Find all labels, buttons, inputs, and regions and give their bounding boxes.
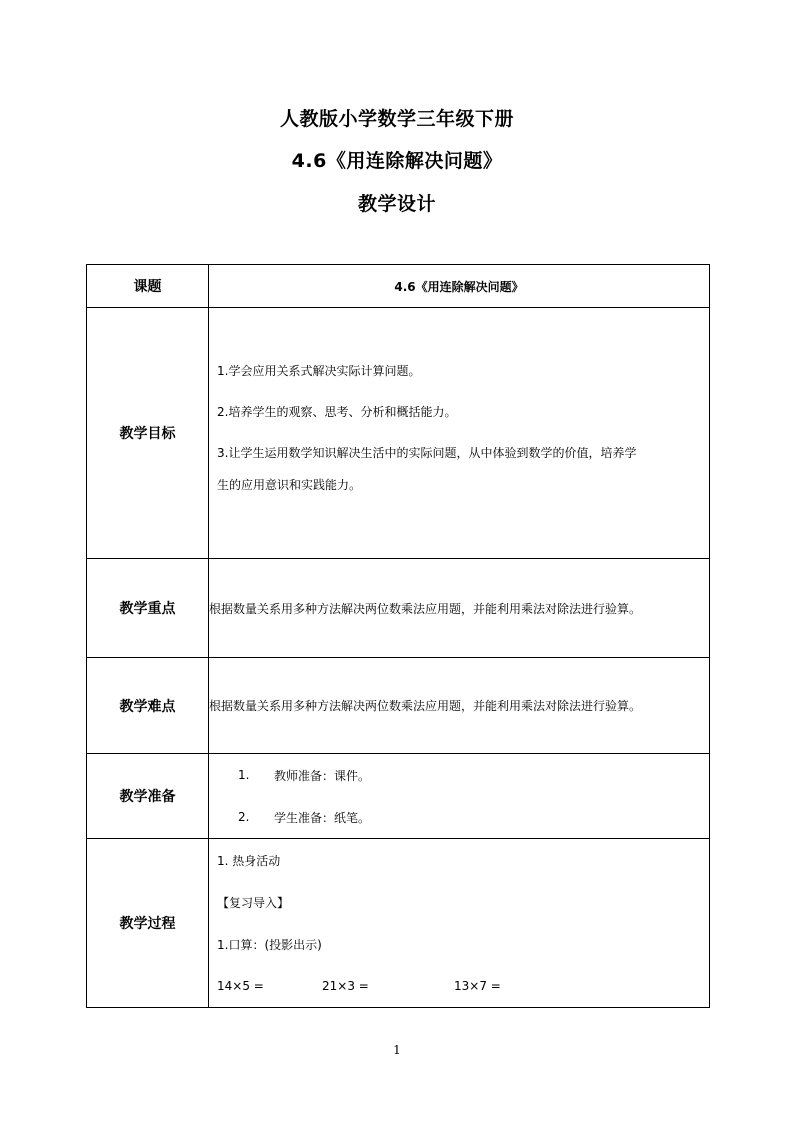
list-text: 教师准备：课件。 xyxy=(274,768,371,783)
calc-item: 21×3 = xyxy=(322,979,369,993)
key-points-value: 根据数量关系用多种方法解决两位数乘法应用题，并能利用乘法对除法进行验算。 xyxy=(209,559,710,658)
list-number: 1. xyxy=(238,768,250,782)
oral-calc-instruction: 1.口算：(投影出示) xyxy=(217,937,322,952)
table-row-key-points xyxy=(87,559,710,658)
preparation-label: 教学准备 xyxy=(87,754,209,839)
difficulties-label: 教学难点 xyxy=(87,658,209,754)
objective-item: 3.让学生运用数学知识解决生活中的实际问题，从中体验到数学的价值，培养学 xyxy=(217,445,637,460)
list-item xyxy=(209,796,709,838)
table-row-preparation xyxy=(87,754,710,839)
objective-item-continued: 生的应用意识和实践能力。 xyxy=(217,477,362,492)
table-row-difficulties xyxy=(87,658,710,754)
calc-item: 13×7 = xyxy=(454,979,501,993)
table-row-process xyxy=(87,839,710,1008)
key-points-label: 教学重点 xyxy=(87,559,209,658)
document-subtitle: 教学设计 xyxy=(357,193,436,215)
calc-item: 14×5 = xyxy=(217,979,264,993)
list-item xyxy=(209,754,709,796)
lesson-title: 4.6《用连除解决问题》 xyxy=(291,150,503,172)
topic-value: 4.6《用连除解决问题》 xyxy=(209,265,710,308)
objectives-label: 教学目标 xyxy=(87,308,209,559)
process-label: 教学过程 xyxy=(87,839,209,1008)
objectives-content xyxy=(209,308,710,559)
objective-item: 1.学会应用关系式解决实际计算问题。 xyxy=(217,363,421,378)
list-text: 学生准备：纸笔。 xyxy=(274,810,371,825)
topic-label: 课题 xyxy=(87,265,209,308)
list-number: 2. xyxy=(238,810,250,824)
document-title: 人教版小学数学三年级下册 xyxy=(279,108,514,130)
warmup-heading: 1. 热身活动 xyxy=(217,853,281,868)
table-row-objectives xyxy=(87,308,710,559)
page-number: 1 xyxy=(393,1043,401,1057)
lesson-plan-table xyxy=(86,264,710,1008)
process-content xyxy=(209,839,710,1008)
review-heading: 【复习导入】 xyxy=(217,895,290,910)
objective-item: 2.培养学生的观察、思考、分析和概括能力。 xyxy=(217,404,457,419)
preparation-content xyxy=(209,754,710,839)
calc-row xyxy=(217,965,701,1007)
table-row-topic xyxy=(87,265,710,308)
difficulties-value: 根据数量关系用多种方法解决两位数乘法应用题，并能利用乘法对除法进行验算。 xyxy=(209,658,710,754)
